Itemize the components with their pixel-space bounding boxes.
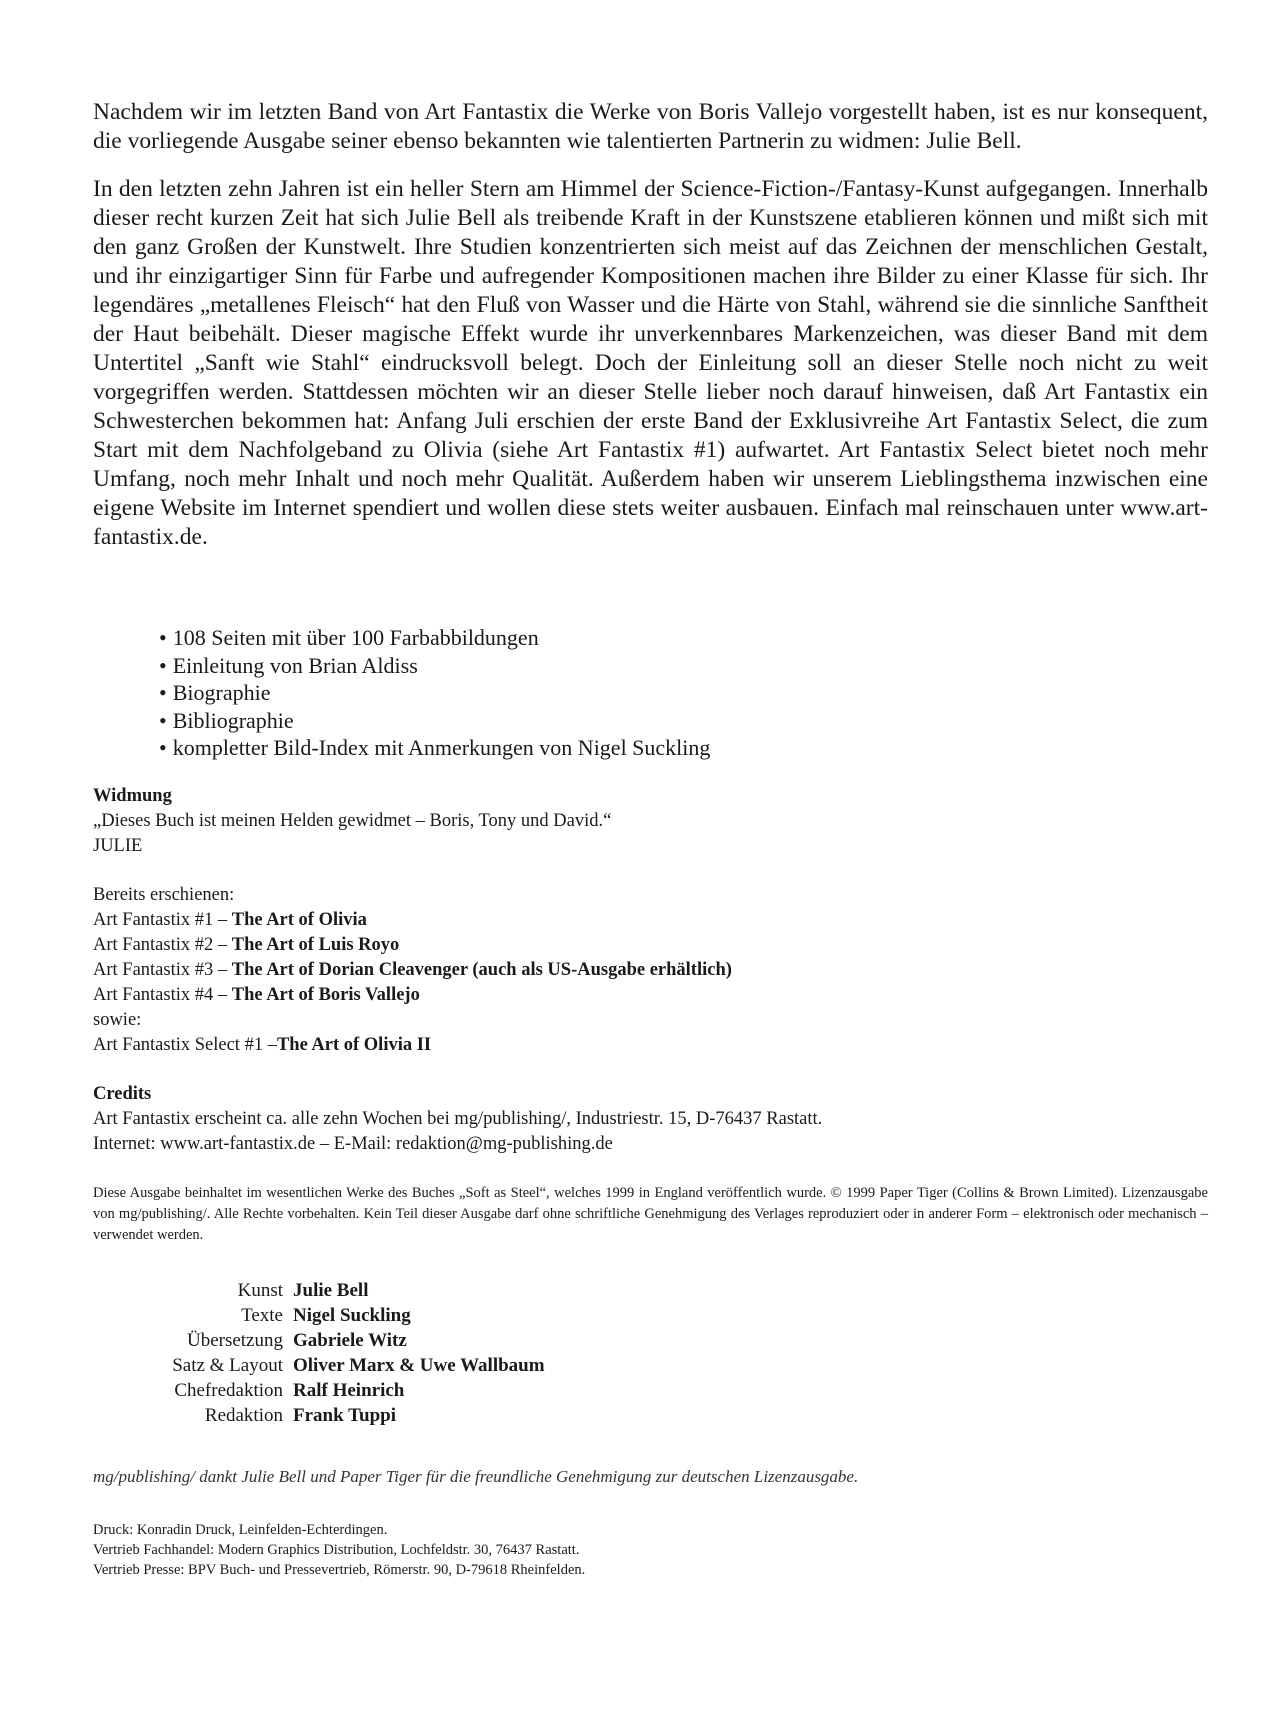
published-item xyxy=(93,1033,1208,1058)
staff-role: Kunst xyxy=(237,1279,283,1301)
staff-name: Oliver Marx & Uwe Wallbaum xyxy=(293,1354,545,1376)
staff-role: Übersetzung xyxy=(186,1329,283,1351)
legal-notice: Diese Ausgabe beinhaltet im wesentlichen Werke des Buches „Soft as Steel“, welches 1999 in England veröffentlich wurde. © 1999 Paper Tiger (Collins & Brown Limited). Lizenzausgabe von mg/publishing/. Alle Rechte vorbehalten. Kein Teil dieser Ausgabe darf ohne schriftliche Genehmigung des Verlages reproduziert oder in anderer Form – elektronisch oder mechanisch – verwendet werden. xyxy=(93,1184,1208,1243)
feature-item xyxy=(159,707,1208,735)
published-item xyxy=(93,933,1208,958)
published-heading: Bereits erschienen: xyxy=(93,884,235,905)
bullet-icon: • xyxy=(159,625,167,650)
dedication-quote: „Dieses Buch ist meinen Helden gewidmet – Boris, Tony und David.“ xyxy=(93,810,612,831)
feature-item xyxy=(159,679,1208,707)
feature-text: Bibliographie xyxy=(172,707,294,733)
bullet-icon: • xyxy=(159,707,167,733)
document-page xyxy=(93,98,1208,1580)
thanks-note: mg/publishing/ dankt Julie Bell und Paper Tiger für die freundliche Genehmigung zur deutschen Lizenzausgabe. xyxy=(93,1466,859,1486)
staff-role: Texte xyxy=(241,1304,283,1326)
published-title: The Art of Dorian Cleavenger (auch als US-Ausgabe erhältlich) xyxy=(231,959,732,980)
print-info xyxy=(93,1520,1208,1580)
staff-name: Julie Bell xyxy=(293,1279,369,1301)
staff-list xyxy=(93,1278,1208,1428)
print-line: Vertrieb Fachhandel: Modern Graphics Distribution, Lochfeldstr. 30, 76437 Rastatt. xyxy=(93,1541,580,1558)
published-prefix: Art Fantastix #3 – xyxy=(93,959,232,980)
print-line: Druck: Konradin Druck, Leinfelden-Echterdingen. xyxy=(93,1521,388,1538)
credits-line: Art Fantastix erscheint ca. alle zehn Wochen bei mg/publishing/, Industriestr. 15, D-76437 Rastatt. xyxy=(93,1108,823,1129)
published-prefix: Art Fantastix #1 – xyxy=(93,909,232,930)
feature-text: 108 Seiten mit über 100 Farbabbildungen xyxy=(172,625,539,650)
published-item xyxy=(93,908,1208,933)
published-title: The Art of Boris Vallejo xyxy=(231,984,420,1005)
credits-heading: Credits xyxy=(93,1083,152,1104)
bullet-icon: • xyxy=(159,735,167,760)
published-list-section xyxy=(93,883,1208,1058)
published-prefix: Art Fantastix #4 – xyxy=(93,984,232,1005)
staff-name: Ralf Heinrich xyxy=(293,1379,405,1401)
feature-item xyxy=(159,652,1208,680)
feature-text: Einleitung von Brian Aldiss xyxy=(172,652,418,678)
print-line: Vertrieb Presse: BPV Buch- und Pressevertrieb, Römerstr. 90, D-79618 Rheinfelden. xyxy=(93,1561,586,1578)
published-title: The Art of Olivia xyxy=(231,909,367,930)
staff-role: Redaktion xyxy=(204,1404,283,1426)
bullet-icon: • xyxy=(159,680,167,705)
published-title: The Art of Luis Royo xyxy=(231,934,400,955)
published-item xyxy=(93,958,1208,983)
feature-text: kompletter Bild-Index mit Anmerkungen von Nigel Suckling xyxy=(172,735,711,760)
staff-name: Frank Tuppi xyxy=(293,1404,396,1426)
published-also: sowie: xyxy=(93,1009,142,1030)
staff-role: Chefredaktion xyxy=(174,1379,283,1401)
staff-role: Satz & Layout xyxy=(172,1354,283,1376)
dedication-heading: Widmung xyxy=(93,785,172,806)
published-prefix: Art Fantastix #2 – xyxy=(93,934,232,955)
published-title: The Art of Olivia II xyxy=(276,1034,432,1055)
intro-paragraph-2: In den letzten zehn Jahren ist ein heller Stern am Himmel der Science-Fiction-/Fantasy-Kunst aufgegangen. Innerhalb dieser recht kurzen Zeit hat sich Julie Bell als treibende Kraft in der Kunstszene etablieren können und mißt sich mit den ganz Großen der Kunstwelt. Ihre Studien konzentrierten sich meist auf das Zeichnen der menschlichen Gestalt, und ihr einzigartiger Sinn für Farbe und aufregender Kompositionen machen ihre Bilder zu einer Klasse für sich. Ihr legendäres „metallenes Fleisch“ hat den Fluß von Wasser und die Härte von Stahl, während sie die sinnliche Sanftheit der Haut beibehält. Dieser magische Effekt wurde ihr unverkennbares Markenzeichen, was dieser Band mit dem Untertitel „Sanft wie Stahl“ eindrucksvoll belegt. Doch der Einleitung soll an dieser Stelle noch nicht zu weit vorgegriffen werden. Stattdessen möchten wir an dieser Stelle lieber noch darauf hinweisen, daß Art Fantastix ein Schwesterchen bekommen hat: Anfang Juli erschien der erste Band der Exklusivreihe Art Fantastix Select, die zum Start mit dem Nachfolgeband zu Olivia (siehe Art Fantastix #1) aufwartet. Art Fantastix Select bietet noch mehr Umfang, noch mehr Inhalt und noch mehr Qualität. Außerdem haben wir unserem Lieblingsthema inzwischen eine eigene Website im Internet spendiert und wollen diese stets weiter ausbauen. Einfach mal reinschauen unter www.art-fantastix.de. xyxy=(93,176,1208,550)
intro-paragraph-1: Nachdem wir im letzten Band von Art Fantastix die Werke von Boris Vallejo vorgestellt haben, ist es nur konsequent, die vorliegende Ausgabe seiner ebenso bekannten wie talentierten Partnerin zu widmen: Julie Bell. xyxy=(93,99,1208,154)
published-prefix: Art Fantastix Select #1 – xyxy=(93,1034,277,1055)
bullet-icon: • xyxy=(159,652,167,678)
feature-item xyxy=(159,734,1208,762)
feature-item xyxy=(159,624,1208,652)
feature-text: Biographie xyxy=(172,680,271,705)
staff-name: Gabriele Witz xyxy=(293,1329,407,1351)
dedication-section xyxy=(93,784,1208,859)
published-item xyxy=(93,983,1208,1008)
feature-list xyxy=(159,624,1208,762)
credits-section xyxy=(93,1082,1208,1157)
dedication-signature: JULIE xyxy=(93,835,143,856)
credits-line: Internet: www.art-fantastix.de – E-Mail: redaktion@mg-publishing.de xyxy=(93,1133,613,1154)
staff-name: Nigel Suckling xyxy=(293,1304,411,1326)
